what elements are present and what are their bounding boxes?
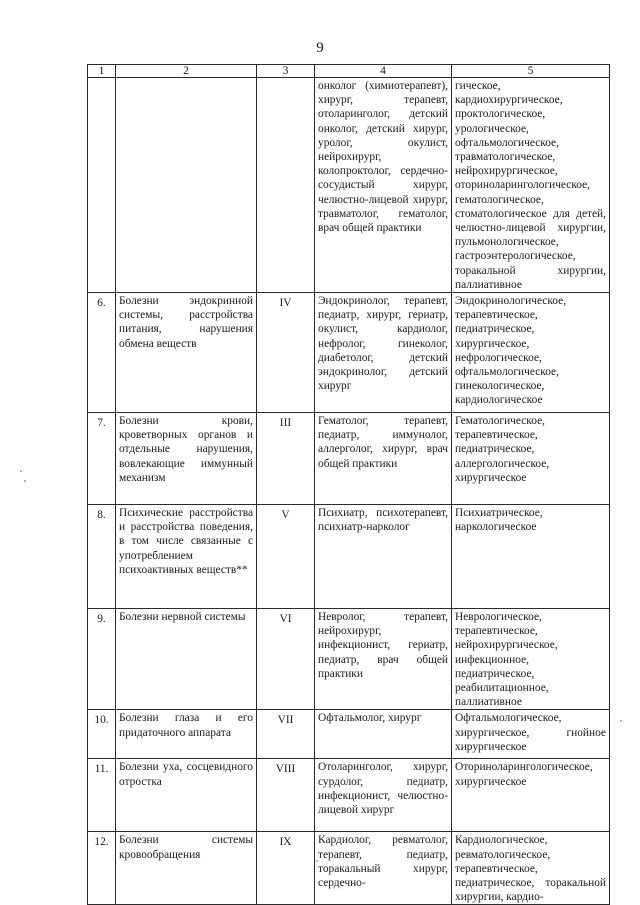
disease-group: Болезни системы кровообращения	[116, 832, 257, 905]
specialists: Психиатр, психотерапевт, психиатр-нарколог	[315, 505, 452, 609]
row-number: 6.	[88, 293, 116, 413]
table-row	[88, 293, 610, 413]
specialists: Офтальмолог, хирург	[315, 710, 452, 759]
scan-speck	[620, 720, 622, 722]
table-row	[88, 759, 610, 832]
row-number: 10.	[88, 710, 116, 759]
disease-group: Психические расстройства и расстройства поведения, в том числе связанные с употреблением психоактивных веществ**	[116, 505, 257, 609]
specialists: Невролог, терапевт, нейрохирург, инфекционист, гериатр, педиатр, врач общей практики	[315, 609, 452, 710]
column-header: 3	[257, 65, 315, 78]
table-row	[88, 832, 610, 905]
icd-class: III	[257, 413, 315, 505]
disease-profile-table	[87, 64, 610, 905]
icd-class: VIII	[257, 759, 315, 832]
table-row	[88, 505, 610, 609]
column-header: 5	[452, 65, 610, 78]
treatment-profiles: Офтальмологическое, хирургическое, гнойное хирургическое	[452, 710, 610, 759]
table-row	[88, 413, 610, 505]
icd-class: VI	[257, 609, 315, 710]
treatment-profiles: Кардиологическое, ревматологическое, терапевтическое, педиатрическое, торакальной хирургии, кардио-	[452, 832, 610, 905]
specialists: Эндокринолог, терапевт, педиатр, хирург, гериатр, окулист, кардиолог, нефролог, гинеколог, диабетолог, детский эндокринолог, детский хирург	[315, 293, 452, 413]
page-number: 9	[316, 40, 324, 56]
disease-group: Болезни уха, сосцевидного отростка	[116, 759, 257, 832]
treatment-profiles: Гематологическое, терапевтическое, педиатрическое, аллергологическое, хирургическое	[452, 413, 610, 505]
column-header: 4	[315, 65, 452, 78]
specialists: Кардиолог, ревматолог, терапевт, педиатр, торакальный хирург, сердечно-	[315, 832, 452, 905]
row-number: 8.	[88, 505, 116, 609]
icd-class: IV	[257, 293, 315, 413]
icd-class: VII	[257, 710, 315, 759]
row-number	[88, 78, 116, 293]
table-row	[88, 609, 610, 710]
disease-group: Болезни крови, кроветворных органов и отдельные нарушения, вовлекающие иммунный механизм	[116, 413, 257, 505]
icd-class: V	[257, 505, 315, 609]
row-number: 11.	[88, 759, 116, 832]
table-row	[88, 78, 610, 293]
treatment-profiles: Психиатрическое, наркологическое	[452, 505, 610, 609]
column-header: 2	[116, 65, 257, 78]
icd-class: IX	[257, 832, 315, 905]
specialists: Гематолог, терапевт, педиатр, иммунолог, аллерголог, хирург, врач общей практики	[315, 413, 452, 505]
icd-class	[257, 78, 315, 293]
specialists: Отоларинголог, хирург, сурдолог, педиатр, инфекционист, челюстно-лицевой хирург	[315, 759, 452, 832]
table-row	[88, 710, 610, 759]
disease-group: Болезни глаза и его придаточного аппарата	[116, 710, 257, 759]
column-header: 1	[88, 65, 116, 78]
specialists: онколог (химиотерапевт), хирург, терапевт, отоларинголог, детский онколог, детский хирург, уролог, окулист, нейрохирург, колопроктолог, сердечно-сосудистый хирург, челюстно-лицевой хирург, травматолог, гематолог, врач общей практики	[315, 78, 452, 293]
treatment-profiles: Эндокринологическое, терапевтическое, педиатрическое, хирургическое, нефрологическое, офтальмологическое, гинекологическое, кардиологическое	[452, 293, 610, 413]
scan-speck	[24, 480, 26, 482]
disease-group: Болезни эндокринной системы, расстройства питания, нарушения обмена веществ	[116, 293, 257, 413]
row-number: 12.	[88, 832, 116, 905]
disease-group	[116, 78, 257, 293]
treatment-profiles: гическое, кардиохирургическое, проктологическое, урологическое, офтальмологическое, травматологическое, нейрохирургическое, оториноларингологическое, гематологическое, стоматологическое для детей, челюстно-лицевой хирургии, пульмонологическое, гастроэнтерологическое, торакальной хирургии, паллиативное	[452, 78, 610, 293]
treatment-profiles: Неврологическое, терапевтическое, нейрохирургическое, инфекционное, педиатрическое, реабилитационное, паллиативное	[452, 609, 610, 710]
treatment-profiles: Оториноларингологическое, хирургическое	[452, 759, 610, 832]
disease-group: Болезни нервной системы	[116, 609, 257, 710]
scan-speck	[20, 470, 22, 472]
row-number: 7.	[88, 413, 116, 505]
row-number: 9.	[88, 609, 116, 710]
table-header-row	[88, 65, 610, 78]
